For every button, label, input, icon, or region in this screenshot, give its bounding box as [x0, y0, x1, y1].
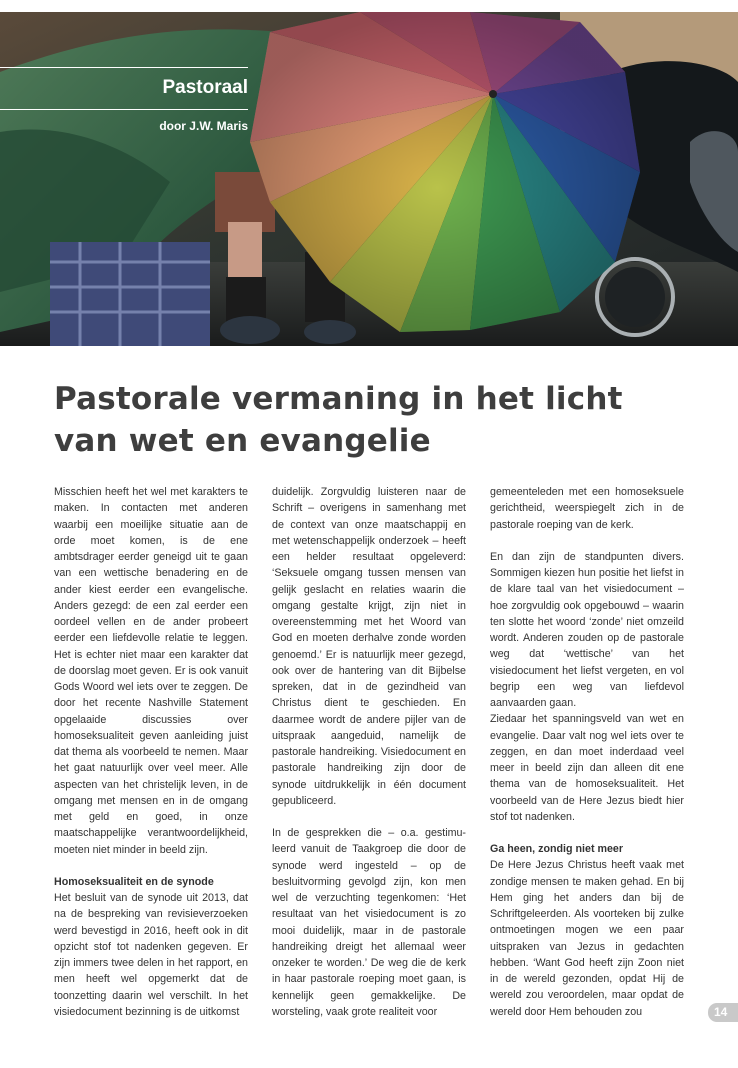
paragraph: duidelijk. Zorgvuldig luisteren naar de Schrift – overigens in samenhang met de context van onze maatschappij en met wetenschappelijk onderzoek – heeft een helder resultaat opgeleverd: ‘Seksuele omgang tussen mensen van gelijk geslacht en relaties waarin die omgang gestalte krijgt, zijn niet in overeenstemming met het Woord van God en moeten derhalve zonde worden genoemd.’ Er is natuurlijk meer gezegd, ook over de hantering van dit Bijbelse spreken, dat in de gezindheid van Christus dient te geschieden. En daarmee wordt de andere pijler van de uitspraak aangeduid, namelijk de pastorale handreiking. Visiedocument en pastorale handreiking zijn door de synode uitdrukkelijk in één document gepubliceerd.	[272, 486, 466, 807]
paragraph: De Here Jezus Christus heeft vaak met zondige mensen te maken gehad. En bij Hem ging het anders dan bij de Schriftgeleerden. Als voorteken bij zulke ontmoetingen mogen we een paar uitspraken van Jezus in gedachten hebben. ‘Want God heeft zijn Zoon niet in de wereld gezonden, opdat Hij de wereld zou veroordelen, maar opdat de wereld door Hem behouden zou	[490, 859, 684, 1018]
paragraph: gemeenteleden met een homoseksuele gerichtheid, weerspiegelt zich in de pastorale roeping van de kerk.	[490, 486, 684, 531]
umbrella-photo-illustration	[0, 12, 738, 346]
text-column-2	[272, 484, 466, 1020]
header-rule-bottom	[0, 109, 248, 110]
text-column-1	[54, 484, 248, 1020]
author-byline: door J.W. Maris	[159, 119, 248, 133]
section-label: Pastoraal	[162, 77, 248, 98]
header-photo	[0, 12, 738, 346]
paragraph: Misschien heeft het wel met karakters te maken. In contacten met anderen waarbij een moeilijke situatie aan de orde moet komen, is de ene ambtsdrager eerder geneigd uit te gaan van een wettische benadering en de ander kiest eerder een evangelische. Anders gezegd: de een zal eerder een oordeel vellen en de ander probeert eerder een liefdevolle relatie te leggen. Het is echter niet maar een karakter dat de doorslag moet geven. Er is ook vanuit Gods Woord wel iets over te zeggen. De door het recente Nashville Statement opgelaaide discussies over homoseksualiteit geven aanleiding juist dat thema als voorbeeld te nemen. Maar het gaat natuurlijk over veel meer. Alle aspecten van het christelijk leven, in de omgang met mensen en in de omgang met geld en goed, in onze maatschappelijke verantwoordelijkheid, moeten niet minder in beeld zijn.	[54, 486, 248, 856]
article-title: Pastorale vermaning in het licht van wet en evangelie	[54, 381, 623, 459]
paragraph: Ziedaar het spanningsveld van wet en evangelie. Daar valt nog wel iets over te zeggen, en dan moet inderdaad veel meer in beeld zijn dan alleen dit ene thema van de homoseksualiteit. Het voorbeeld van de Here Jezus biedt hier stof tot nadenken.	[490, 713, 684, 823]
header-rule-top	[0, 67, 248, 68]
paragraph: Het besluit van de synode uit 2013, dat na de bespreking van revisieverzoeken werd bevestigd in 2016, heeft ook in dit opzicht stof tot nadenken gegeven. Er zijn immers twee delen in het rapport, en men heeft wel opgemerkt dat de toonzetting daarin wel verschilt. In het visiedocument bezinning is de uitkomst	[54, 892, 248, 1018]
text-column-3	[490, 484, 684, 1020]
subheading-ga-heen: Ga heen, zondig niet meer	[490, 843, 624, 855]
subheading-homoseksualiteit: Homoseksualiteit en de synode	[54, 875, 214, 888]
page-number-tab: 14	[708, 1003, 738, 1022]
paragraph: In de gesprekken die – o.a. gestimu-leerd vanuit de Taakgroep die door de synode werd ingesteld – op de besluitvorming gevolgd zijn, kon men wel de verzuchting tegenkomen: ‘Het resultaat van het visiedocument is zo mooi duidelijk, maar in de pastorale handreiking dreigt het allemaal weer onzeker te worden.’ De weg die de kerk in haar pastorale roeping moet gaan, is kennelijk geen gemakkelijke. De worsteling, vaak grote realiteit voor	[272, 827, 466, 1018]
paragraph: En dan zijn de standpunten divers. Sommigen kiezen hun positie het liefst in de klare taal van het visiedocument – hoe zorgvuldig ook opgebouwd – waarin ten slotte het woord ‘zonde’ niet omzeild wordt. Anderen zouden op de pastorale weg dat ‘wettische’ van het visiedocument het liefst vergeten, en vol begrip een weg van liefdevol aanvaarden gaan.	[490, 550, 684, 709]
